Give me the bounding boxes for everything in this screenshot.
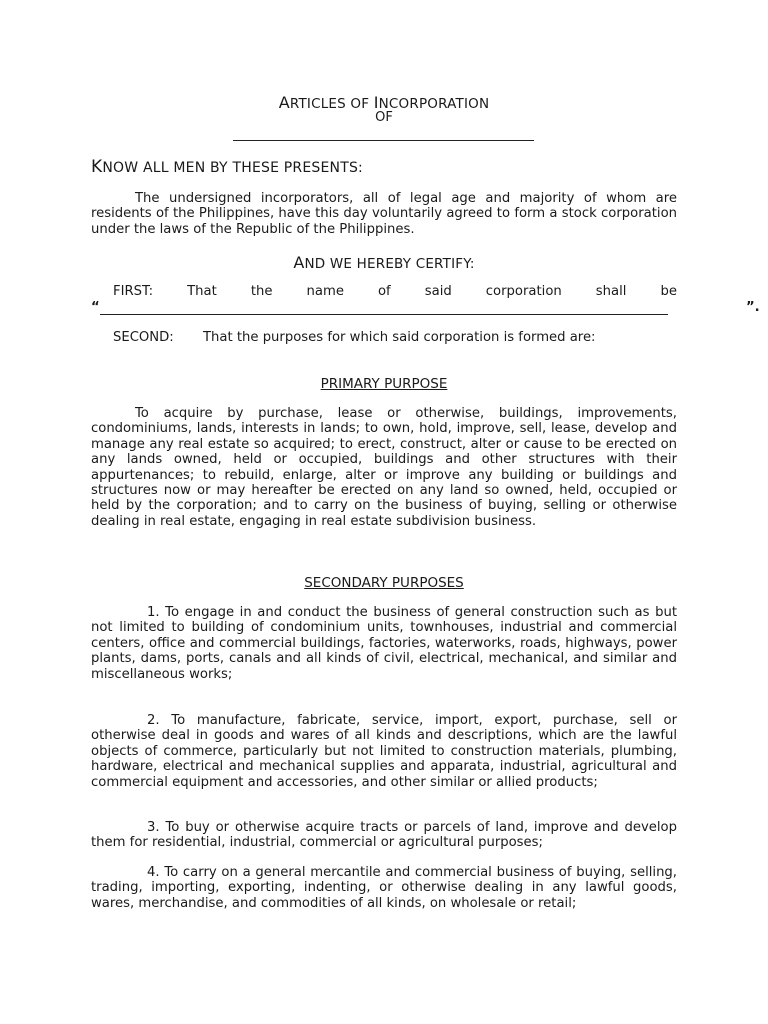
certify-rest: ND WE HEREBY CERTIFY:: [304, 256, 475, 272]
open-quote: “: [91, 300, 100, 315]
secondary-purpose-item: [91, 713, 677, 790]
title-part-1: RTICLES OF: [289, 96, 374, 112]
close-quote: ”.: [746, 300, 760, 315]
secondary-purpose-item: [91, 865, 677, 911]
intro-paragraph: [91, 191, 677, 237]
know-all-men-heading: [91, 157, 363, 177]
second-clause: [113, 330, 596, 345]
first-clause: [91, 284, 677, 299]
primary-purpose-text: To acquire by purchase, lease or otherwise, buildings, improvements, condominiums, lands, interests in lands; to own, hold, improve, sell, lease, develop and manage any real estate so acquired; to erect, construct, alter or cause to be erected on any lands owned, held or occupied, buildings and other structures with their appurtenances; to rebuild, enlarge, alter or improve any building or buildings and structures now or may hereafter be erected on any land so owned, held, occupied or held by the corporation; and to carry on the business of buying, selling or otherwise dealing in real estate, engaging in real estate subdivision business.: [91, 406, 677, 529]
know-initial: K: [91, 157, 103, 177]
first-word: corporation: [485, 284, 562, 299]
certify-heading: [0, 253, 768, 272]
secondary-purpose-text: 4. To carry on a general mercantile and commercial business of buying, selling, trading, importing, exporting, indenting, or otherwise dealing in any lawful goods, wares, merchandise, and commodities of all kinds, on wholesale or retail;: [91, 865, 677, 911]
primary-purpose-heading: PRIMARY PURPOSE: [320, 376, 448, 392]
secondary-purpose-text: 2. To manufacture, fabricate, service, import, export, purchase, sell or otherwise deal in goods and wares of all kinds and descriptions, which are the lawful objects of commerce, particularly but not limited to construction materials, plumbing, hardware, electrical and mechanical supplies and apparata, industrial, agricultural and commercial equipment and accessories, and other similar or allied products;: [91, 713, 677, 790]
name-blank-line: [100, 314, 668, 315]
second-label: SECOND:: [113, 330, 174, 345]
first-word: name: [306, 284, 344, 299]
primary-purpose-paragraph: [91, 406, 677, 529]
first-word: said: [424, 284, 452, 299]
title-part-2: NCORPORATION: [378, 96, 490, 112]
title-initial-i: I: [373, 93, 379, 112]
first-word: be: [660, 284, 677, 299]
secondary-purposes-heading: SECONDARY PURPOSES: [304, 575, 464, 591]
first-word: That: [187, 284, 217, 299]
first-word: of: [377, 284, 391, 299]
corporation-name-blank-line: [233, 140, 534, 141]
first-word: the: [250, 284, 273, 299]
second-text: That the purposes for which said corporation is formed are:: [203, 330, 596, 345]
first-word: shall: [595, 284, 627, 299]
title-of: OF: [375, 110, 393, 125]
secondary-purpose-text: 3. To buy or otherwise acquire tracts or parcels of land, improve and develop them for residential, industrial, commercial or agricultural purposes;: [91, 820, 677, 851]
secondary-purpose-item: [91, 820, 677, 851]
corporation-name-field: [91, 300, 760, 316]
know-rest: NOW ALL MEN BY THESE PRESENTS:: [102, 160, 363, 176]
first-label: FIRST:: [113, 284, 154, 299]
title-initial-a: A: [278, 93, 290, 112]
secondary-purpose-item: [91, 605, 677, 682]
intro-text: The undersigned incorporators, all of legal age and majority of whom are residents of the Philippines, have this day voluntarily agreed to form a stock corporation under the laws of the Republic of the Philippines.: [91, 191, 677, 237]
secondary-purpose-text: 1. To engage in and conduct the business of general construction such as but not limited to building of condominium units, townhouses, industrial and commercial centers, office and commercial buildings, factories, waterworks, roads, highways, power plants, dams, ports, canals and all kinds of civil, electrical, mechanical, and similar and miscellaneous works;: [91, 605, 677, 682]
certify-initial: A: [293, 253, 305, 272]
